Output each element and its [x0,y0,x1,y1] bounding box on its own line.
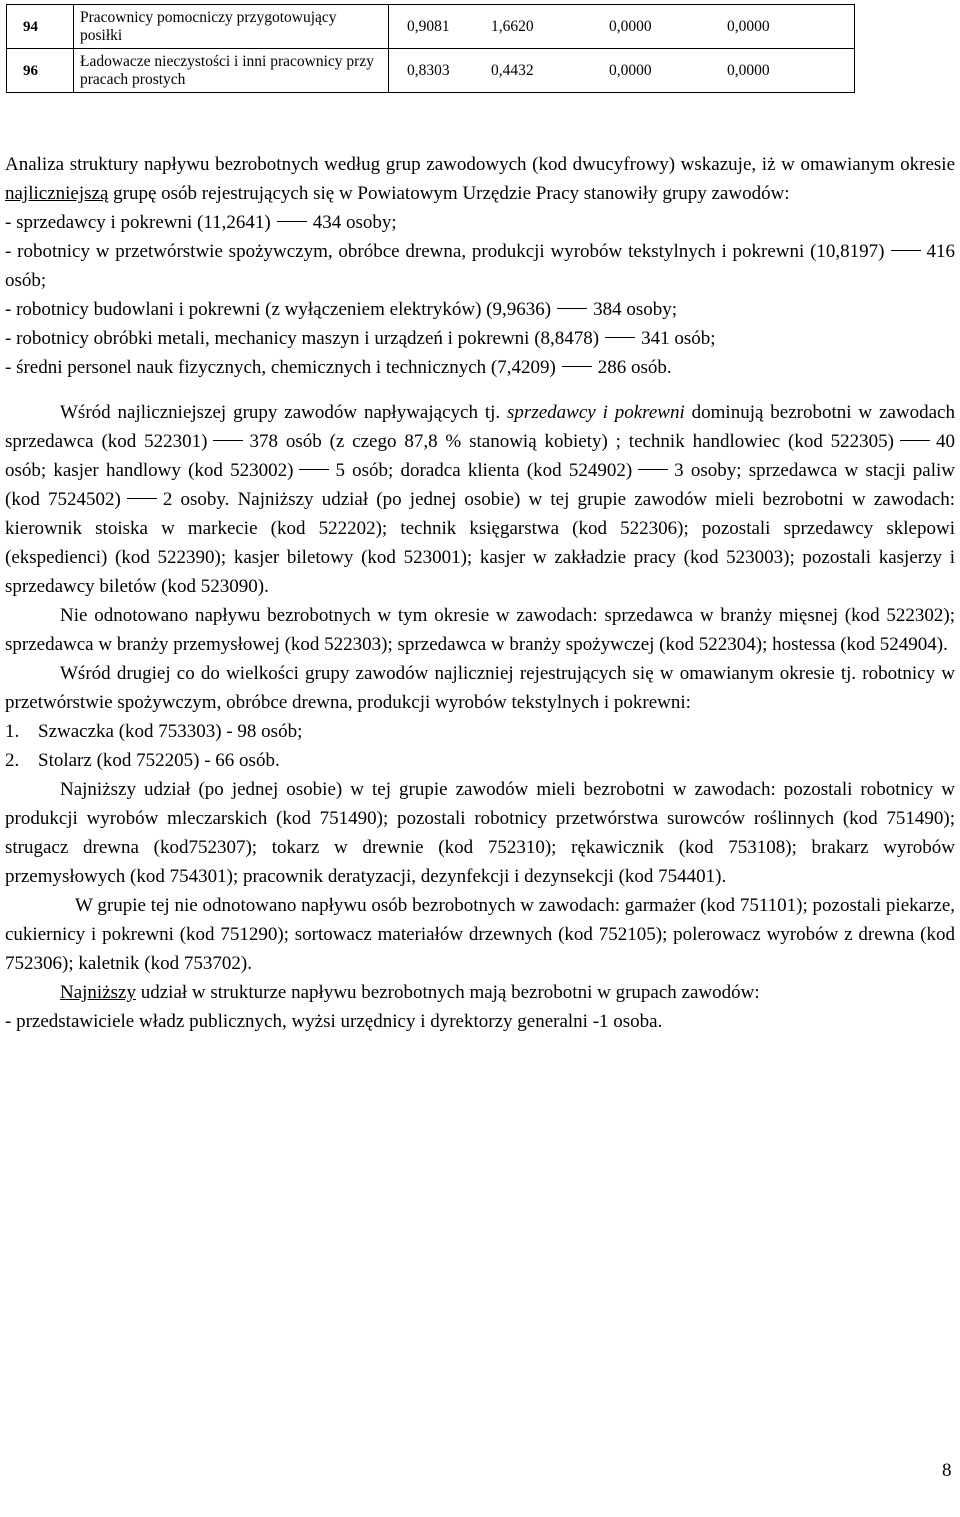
dash-line [900,440,930,441]
value-cell: 0,0000 [727,61,770,79]
paragraph-lowest-share: Najniższy udział (po jednej osobie) w tej grupie zawodów mieli bezrobotni w zawodach: pozostali robotnicy w produkcji wyrobów mleczarskich (kod 751490); pozostali robotnicy przetwórstwa surowców roślinnych (kod 751490); strugacz drewna (kod752307); tokarz w drewnie (kod 752310); rękawicznik (kod 753108); brakarz wyrobów przemysłowych (kod 754301); pracownik deratyzacji, dezynfekcji i dezynsekcji (kod 754401). [5,779,955,887]
list-item [5,746,955,775]
para-text: 40 osób; kasjer handlowy (kod 523002) [5,431,955,481]
row-values [389,49,855,93]
paragraph-no-inflow: Nie odnotowano napływu bezrobotnych w tym okresie w zawodach: sprzedawca w branży mięsnej (kod 522302); sprzedawca w branży przemysłowej (kod 522303); sprzedawca w branży spożywczej (kod 522304); hostessa (kod 524904). [5,605,955,655]
underlined-word: najliczniejszą [5,183,109,204]
intro-item [5,324,955,353]
table-row [7,49,855,93]
paragraph-final-item: - przedstawiciele władz publicznych, wyżsi urzędnicy i dyrektorzy generalni -1 osoba. [5,1011,663,1032]
item-text: - średni personel nauk fizycznych, chemicznych i technicznych (7,4209) [5,357,556,378]
list-number: 1. [5,721,20,742]
list-text: Stolarz (kod 752205) - 66 osób. [38,750,280,771]
row-code: 96 [7,49,74,93]
list-text: Szwaczka (kod 753303) - 98 osób; [38,721,303,742]
item-text: - sprzedawcy i pokrewni (11,2641) [5,212,271,233]
dash-line [557,308,587,309]
data-table [6,4,855,93]
value-cell: 0,4432 [491,61,534,79]
dash-line [605,337,635,338]
value-cell: 0,0000 [609,61,652,79]
row-code: 94 [7,5,74,49]
intro-item [5,237,955,295]
item-text: - robotnicy w przetwórstwie spożywczym, obróbce drewna, produkcji wyrobów tekstylnych i pokrewni (10,8197) [5,241,885,262]
value-cell: 0,9081 [407,17,450,35]
para-text: 2 osoby. Najniższy udział (po jednej osobie) w tej grupie zawodów mieli bezrobotni w zawodach: kierownik stoiska w markecie (kod 522202); technik księgarstwa (kod 522306); pozostali sprzedawcy sklepowi (ekspedienci) (kod 522390); kasjer biletowy (kod 523001); kasjer w zakładzie pracy (kod 523003); pozostali kasjerzy i sprzedawcy biletów (kod 523090). [5,489,955,597]
intro-item [5,295,955,324]
item-count: 434 osoby; [312,212,397,233]
para-text: dominują bezrobotni w zawodach sprzedawca (kod 522301) [5,402,955,452]
dash-line [562,366,592,367]
value-cell: 0,0000 [727,17,770,35]
list-item [5,717,955,746]
paragraph-sales [5,398,955,601]
underlined-word: Najniższy [60,982,136,1003]
item-count: 384 osoby; [593,299,678,320]
dash-line [277,221,307,222]
dash-line [638,469,668,470]
item-count: 286 osób. [597,357,672,378]
paragraph-second-group: Wśród drugiej co do wielkości grupy zawodów najliczniej rejestrujących się w omawianym okresie tj. robotnicy w przetwórstwie spożywczym, obróbce drewna, produkcji wyrobów tekstylnych i pokrewni: [5,663,955,713]
table-row [7,5,855,49]
paragraph-lowest-groups [5,978,955,1007]
intro-text: Analiza struktury napływu bezrobotnych według grup zawodowych (kod dwucyfrowy) wskazuje, iż w omawianym okresie [5,154,955,175]
para-text: udział w strukturze napływu bezrobotnych mają bezrobotni w grupach zawodów: [140,982,760,1003]
document-body [5,150,955,1036]
list-number: 2. [5,750,20,771]
para-text: Wśród najliczniejszej grupy zawodów napływających tj. [60,402,501,423]
row-label: Ładowacze nieczystości i inni pracownicy przy pracach prostych [74,49,389,93]
row-values [389,5,855,49]
value-cell: 1,6620 [491,17,534,35]
dash-line [891,250,921,251]
page-number: 8 [942,1460,952,1481]
dash-line [213,440,243,441]
row-label: Pracownicy pomocniczy przygotowujący posiłki [74,5,389,49]
dash-line [127,498,157,499]
italic-phrase: sprzedawcy i pokrewni [507,402,685,423]
numbered-list [5,717,955,775]
dash-line [299,469,329,470]
intro-text: grupę osób rejestrujących się w Powiatowym Urzędzie Pracy stanowiły grupy zawodów: [113,183,790,204]
paragraph-no-inflow-2: W grupie tej nie odnotowano napływu osób bezrobotnych w zawodach: garmażer (kod 751101); pozostali piekarze, cukiernicy i pokrewni (kod 751290); sortowacz materiałów drzewnych (kod 752105); polerowacz wyrobów z drewna (kod 752306); kaletnik (kod 753702). [5,895,955,974]
intro-paragraph [5,150,955,208]
value-cell: 0,8303 [407,61,450,79]
para-text: 378 osób (z czego 87,8 % stanowią kobiety) ; technik handlowiec (kod 522305) [249,431,894,452]
para-text: 3 osoby; sprzedawca w stacji paliw (kod 7524502) [5,460,955,510]
item-count: 341 osób; [641,328,716,349]
intro-item [5,353,955,382]
item-text: - robotnicy obróbki metali, mechanicy maszyn i urządzeń i pokrewni (8,8478) [5,328,600,349]
para-text: 5 osób; doradca klienta (kod 524902) [335,460,633,481]
item-text: - robotnicy budowlani i pokrewni (z wyłączeniem elektryków) (9,9636) [5,299,552,320]
item-count: 416 osób; [5,241,955,291]
intro-item [5,208,955,237]
value-cell: 0,0000 [609,17,652,35]
